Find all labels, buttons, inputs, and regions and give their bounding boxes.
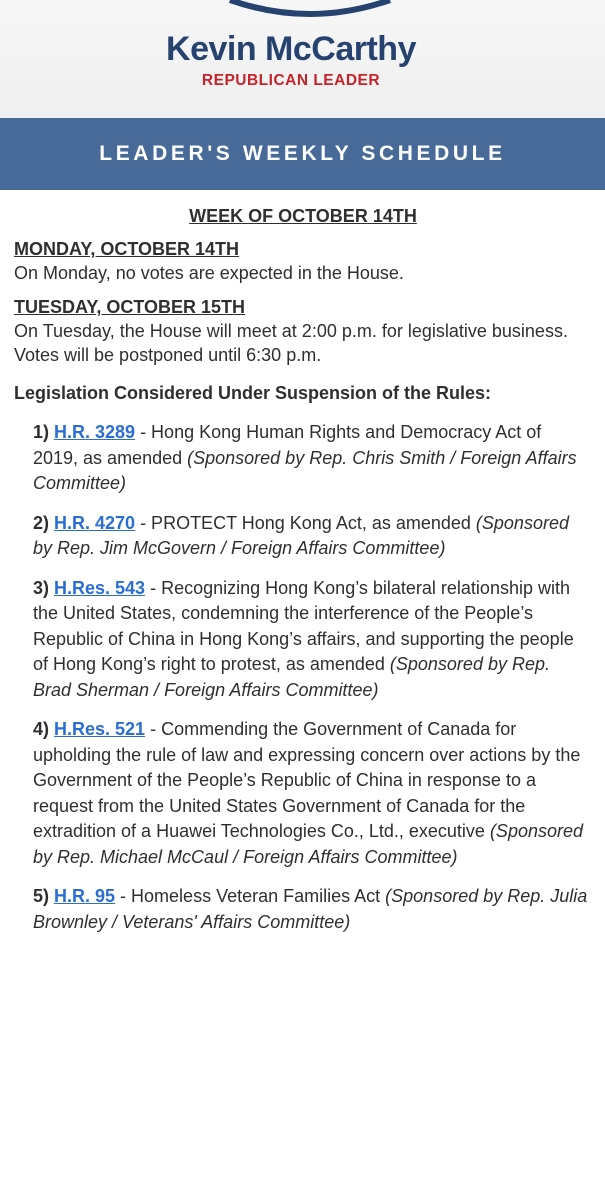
item-sponsor: (Sponsored by Rep. Michael McCaul / Foreign Affairs Committee) <box>33 821 583 867</box>
item-number: 1) <box>33 422 55 442</box>
leader-name: Kevin McCarthy <box>166 30 416 68</box>
item-sponsor: (Sponsored by Rep. Julia Brownley / Veterans' Affairs Committee) <box>33 886 588 932</box>
list-item <box>33 717 588 870</box>
item-description: - Recognizing Hong Kong’s bilateral relationship with the United States, condemning the interference of the People’s Republic of China in Hong Kong’s affairs, and supporting the people of Hong Kong’s right to protest, as amended <box>33 577 574 674</box>
item-number: 4) <box>33 719 55 739</box>
day-block-monday <box>14 237 592 285</box>
list-item <box>33 884 588 935</box>
item-number: 3) <box>33 577 55 598</box>
item-description: - Hong Kong Human Rights and Democracy Act of 2019, as amended <box>33 422 542 468</box>
day-heading: TUESDAY, OCTOBER 15TH <box>14 297 246 317</box>
bill-link[interactable]: H.R. 3289 <box>54 422 136 442</box>
item-description: - Homeless Veteran Families Act <box>115 886 386 906</box>
section-heading: Legislation Considered Under Suspension of the Rules: <box>14 383 492 403</box>
bill-link[interactable]: H.Res. 521 <box>54 719 146 739</box>
day-text: On Tuesday, the House will meet at 2:00 p.m. for legislative business. Votes will be postponed until 6:30 p.m. <box>14 321 568 365</box>
leader-title: REPUBLICAN LEADER <box>201 72 381 89</box>
banner-title: LEADER'S WEEKLY SCHEDULE <box>99 142 506 165</box>
day-block-tuesday <box>14 295 592 367</box>
item-description: - Commending the Government of Canada for upholding the rule of law and expressing concern over actions by the Government of the People’s Republic of China in response to a request from the United States Government of Canada for the extradition of a Huawei Technologies Co., Ltd., executive <box>33 719 581 841</box>
item-number: 5) <box>33 886 55 906</box>
item-description: - PROTECT Hong Kong Act, as amended <box>135 512 476 533</box>
bill-link[interactable]: H.Res. 543 <box>54 577 146 598</box>
week-title: WEEK OF OCTOBER 14TH <box>189 206 417 226</box>
capitol-logo-icon <box>225 0 395 24</box>
list-item <box>33 576 588 704</box>
item-sponsor: (Sponsored by Rep. Brad Sherman / Foreign Affairs Committee) <box>33 654 550 700</box>
bill-link[interactable]: H.R. 95 <box>54 886 116 906</box>
bill-link[interactable]: H.R. 4270 <box>54 512 136 533</box>
day-heading: MONDAY, OCTOBER 14TH <box>14 239 240 259</box>
item-number: 2) <box>33 512 55 533</box>
schedule-content <box>14 200 592 935</box>
page-header <box>0 0 605 118</box>
schedule-banner <box>0 118 605 190</box>
list-item <box>33 420 588 497</box>
day-text: On Monday, no votes are expected in the House. <box>14 263 404 283</box>
list-item <box>33 511 588 562</box>
item-sponsor: (Sponsored by Rep. Chris Smith / Foreign Affairs Committee) <box>33 447 577 493</box>
item-sponsor: (Sponsored by Rep. Jim McGovern / Foreign Affairs Committee) <box>33 512 569 558</box>
